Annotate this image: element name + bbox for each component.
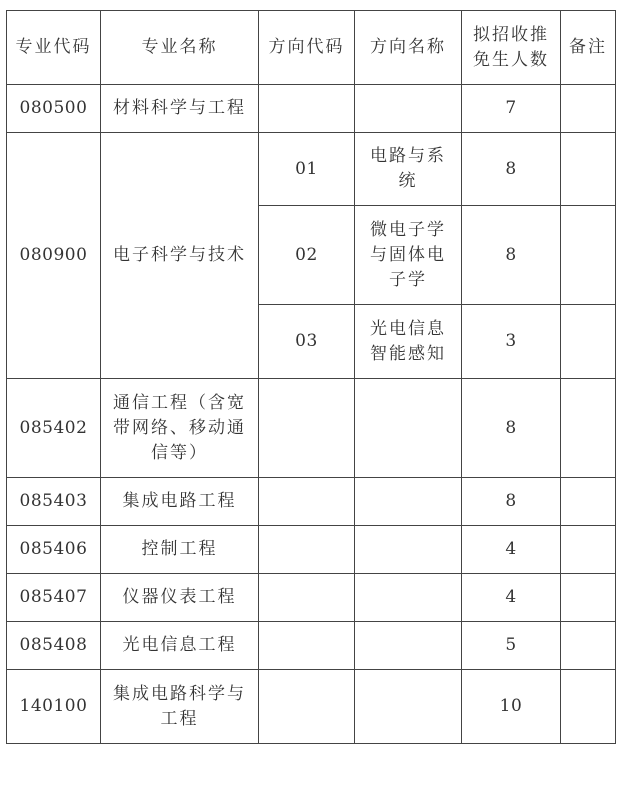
direction-name-cell: 光电信息智能感知 — [355, 305, 462, 379]
quota-cell: 8 — [462, 379, 561, 478]
direction-name-cell: 微电子学与固体电子学 — [355, 206, 462, 305]
direction-name-cell — [355, 478, 462, 526]
direction-name-cell — [355, 85, 462, 133]
remarks-cell — [561, 206, 616, 305]
table-row — [7, 379, 616, 478]
major-name-cell: 材料科学与工程 — [101, 85, 259, 133]
direction-name-cell: 电路与系统 — [355, 133, 462, 206]
major-code-cell: 085407 — [7, 574, 101, 622]
table-row — [7, 478, 616, 526]
remarks-cell — [561, 622, 616, 670]
header-direction-name: 方向名称 — [355, 11, 462, 85]
header-quota: 拟招收推免生人数 — [462, 11, 561, 85]
direction-code-cell — [259, 526, 355, 574]
major-code-cell: 085403 — [7, 478, 101, 526]
admission-quota-table-wrapper — [6, 10, 616, 744]
table-row — [7, 133, 616, 206]
direction-code-cell — [259, 622, 355, 670]
major-name-cell: 集成电路科学与工程 — [101, 670, 259, 744]
quota-cell: 7 — [462, 85, 561, 133]
major-code-cell: 085408 — [7, 622, 101, 670]
quota-cell: 5 — [462, 622, 561, 670]
quota-cell: 4 — [462, 574, 561, 622]
remarks-cell — [561, 478, 616, 526]
table-row — [7, 85, 616, 133]
major-name-cell: 电子科学与技术 — [101, 133, 259, 379]
direction-name-cell — [355, 379, 462, 478]
table-row — [7, 622, 616, 670]
quota-cell: 8 — [462, 206, 561, 305]
major-name-cell: 光电信息工程 — [101, 622, 259, 670]
quota-cell: 8 — [462, 478, 561, 526]
direction-code-cell — [259, 478, 355, 526]
quota-cell: 3 — [462, 305, 561, 379]
major-name-cell: 通信工程（含宽带网络、移动通信等） — [101, 379, 259, 478]
direction-code-cell: 01 — [259, 133, 355, 206]
remarks-cell — [561, 133, 616, 206]
direction-name-cell — [355, 526, 462, 574]
remarks-cell — [561, 379, 616, 478]
remarks-cell — [561, 670, 616, 744]
table-header-row — [7, 11, 616, 85]
header-remarks: 备注 — [561, 11, 616, 85]
major-code-cell: 085402 — [7, 379, 101, 478]
major-code-cell: 080900 — [7, 133, 101, 379]
remarks-cell — [561, 305, 616, 379]
admission-quota-table — [6, 10, 616, 744]
quota-cell: 4 — [462, 526, 561, 574]
direction-code-cell — [259, 85, 355, 133]
major-code-cell: 140100 — [7, 670, 101, 744]
header-direction-code: 方向代码 — [259, 11, 355, 85]
quota-cell: 8 — [462, 133, 561, 206]
major-name-cell: 集成电路工程 — [101, 478, 259, 526]
direction-code-cell: 03 — [259, 305, 355, 379]
header-major-code: 专业代码 — [7, 11, 101, 85]
table-row — [7, 574, 616, 622]
table-row — [7, 526, 616, 574]
major-code-cell: 080500 — [7, 85, 101, 133]
direction-code-cell: 02 — [259, 206, 355, 305]
major-name-cell: 控制工程 — [101, 526, 259, 574]
major-name-cell: 仪器仪表工程 — [101, 574, 259, 622]
table-row — [7, 670, 616, 744]
remarks-cell — [561, 85, 616, 133]
direction-code-cell — [259, 670, 355, 744]
quota-cell: 10 — [462, 670, 561, 744]
direction-name-cell — [355, 622, 462, 670]
direction-name-cell — [355, 574, 462, 622]
remarks-cell — [561, 574, 616, 622]
direction-code-cell — [259, 574, 355, 622]
direction-name-cell — [355, 670, 462, 744]
major-code-cell: 085406 — [7, 526, 101, 574]
direction-code-cell — [259, 379, 355, 478]
header-major-name: 专业名称 — [101, 11, 259, 85]
remarks-cell — [561, 526, 616, 574]
